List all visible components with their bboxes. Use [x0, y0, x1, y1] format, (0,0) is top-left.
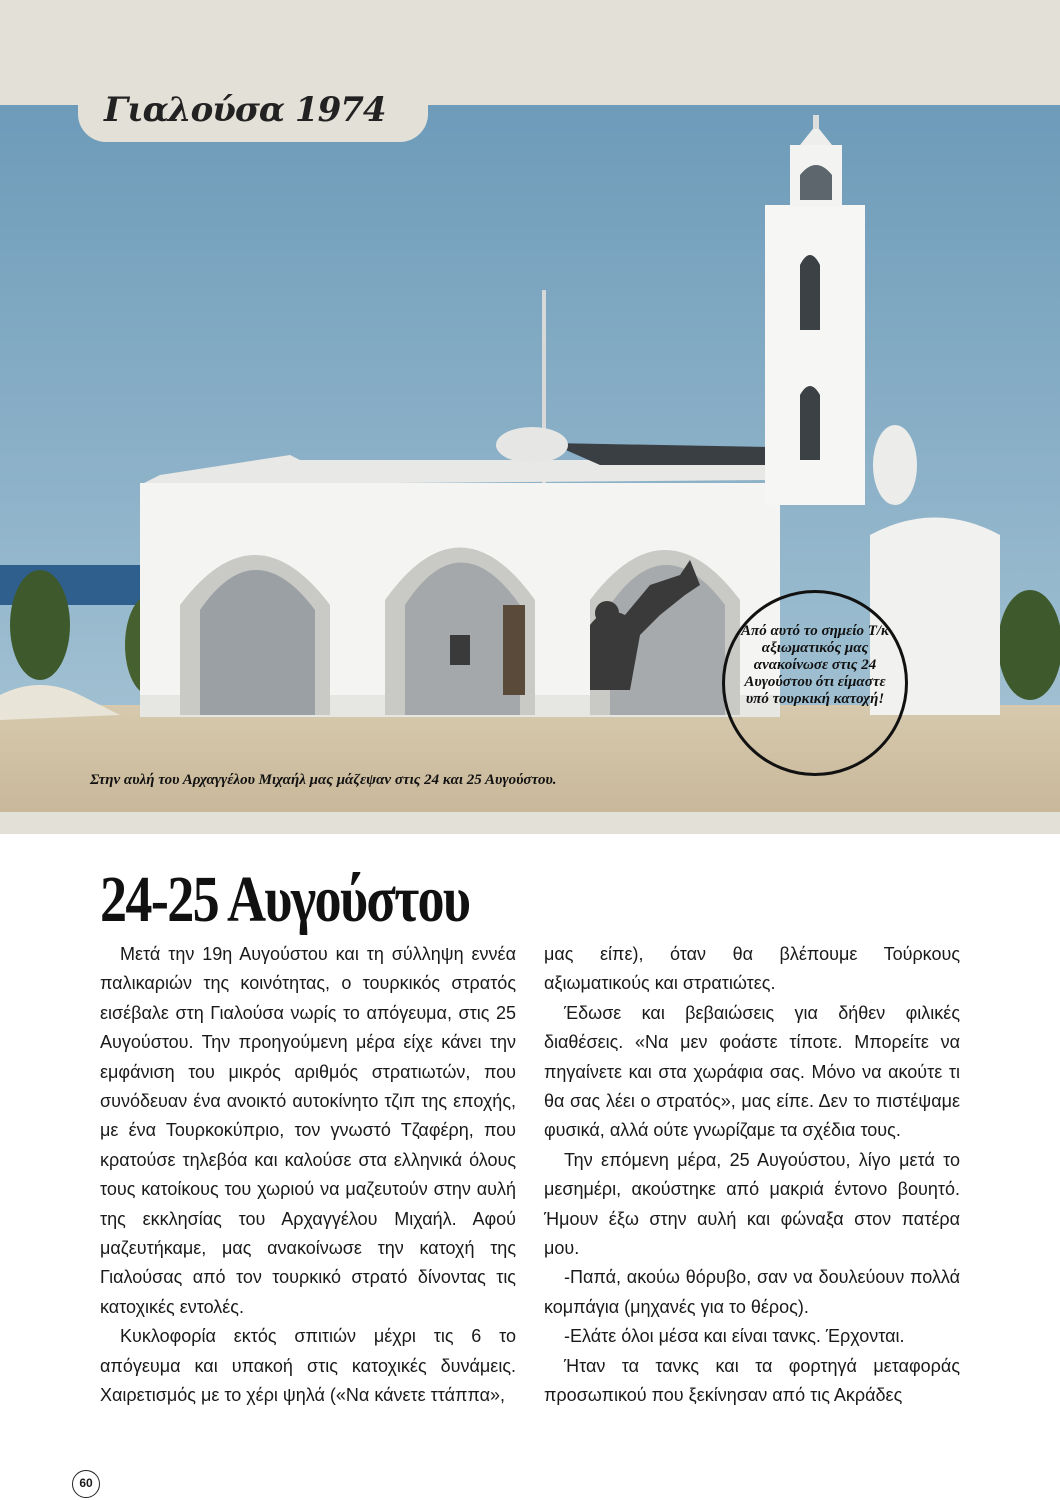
paragraph: Έδωσε και βεβαιώσεις για δήθεν φιλικές διαθέσεις. «Να μεν φοάστε τίποτε. Μπορείτε να πηγαίνετε και στα χωράφια σας. Μόνο να ακούτε τι θα σας λέει ο στρατός», μας είπε. Δεν το πιστέψαμε φυσικά, αλλά ούτε γνωρίζαμε τα σχέδια τους.: [544, 1002, 960, 1141]
paragraph: Κυκλοφορία εκτός σπιτιών μέχρι τις 6 το απόγευμα και υπακοή στις κατοχικές δυνάμεις. Χαιρετισμός με το χέρι ψηλά («Να κάνετε ττάππα»,: [100, 1326, 516, 1406]
paragraph: -Ελάτε όλοι μέσα και είναι τανκς. Έρχονται.: [564, 1326, 905, 1347]
paragraph: Την επόμενη μέρα, 25 Αυγούστου, λίγο μετά το μεσημέρι, ακούστηκε από μακριά έντονο βουητό. Ήμουν έξω στην αυλή και φώναξα στον πατέρα μου.: [544, 1149, 960, 1259]
right-column: [544, 940, 960, 1411]
left-column: [100, 940, 516, 1411]
bottom-band: [0, 812, 1060, 834]
photo-caption: Στην αυλή του Αρχαγγέλου Μιχαήλ μας μάζεψαν στις 24 και 25 Αυγούστου.: [90, 772, 557, 788]
paragraph: Ήταν τα τανκς και τα φορτηγά μεταφοράς προσωπικού που ξεκίνησαν από τις Ακράδες: [544, 1355, 960, 1406]
callout-text: Από αυτό το σημείο Τ/κ αξιωματικός μας ανακοίνωσε στις 24 Αυγούστου ότι είμαστε υπό τουρκική κατοχή!: [741, 623, 889, 707]
section-title: Γιαλούσα 1974: [104, 90, 386, 130]
section-title-tab: [78, 84, 428, 142]
article-heading: 24-25 Αυγούστου: [100, 863, 470, 936]
page-number: 60: [72, 1470, 100, 1498]
callout-circle: [722, 590, 908, 776]
paragraph: -Παπά, ακούω θόρυβο, σαν να δουλεύουν πολλά κομπάγια (μηχανές για το θέρος).: [544, 1267, 960, 1317]
paragraph: Μετά την 19η Αυγούστου και τη σύλληψη εννέα παλικαριών της κοινότητας, ο τουρκικός στρατός εισέβαλε στη Γιαλούσα νωρίς το απόγευμα, στις 25 Αυγούστου. Την προηγούμενη μέρα είχε κάνει την εμφάνιση του μικρός αριθμός στρατιωτών, που συνόδευαν ένα ανοικτό αυτοκίνητο τζιπ της εποχής, με ένα Τουρκοκύπριο, τον γνωστό Τζαφέρη, που κρατούσε τηλεβόα και καλούσε στα ελληνικά όλους τους κατοίκους του χωριού να μαζευτούν στην αυλή της εκκλησίας του Αρχαγγέλου Μιχαήλ. Αφού μαζευτήκαμε, μας ανακοίνωσε την κατοχή της Γιαλούσας από τον τουρκικό στρατό δίνοντας τις κατοχικές εντολές.: [100, 944, 516, 1317]
paragraph: μας είπε), όταν θα βλέπουμε Τούρκους αξιωματικούς και στρατιώτες.: [544, 944, 960, 994]
